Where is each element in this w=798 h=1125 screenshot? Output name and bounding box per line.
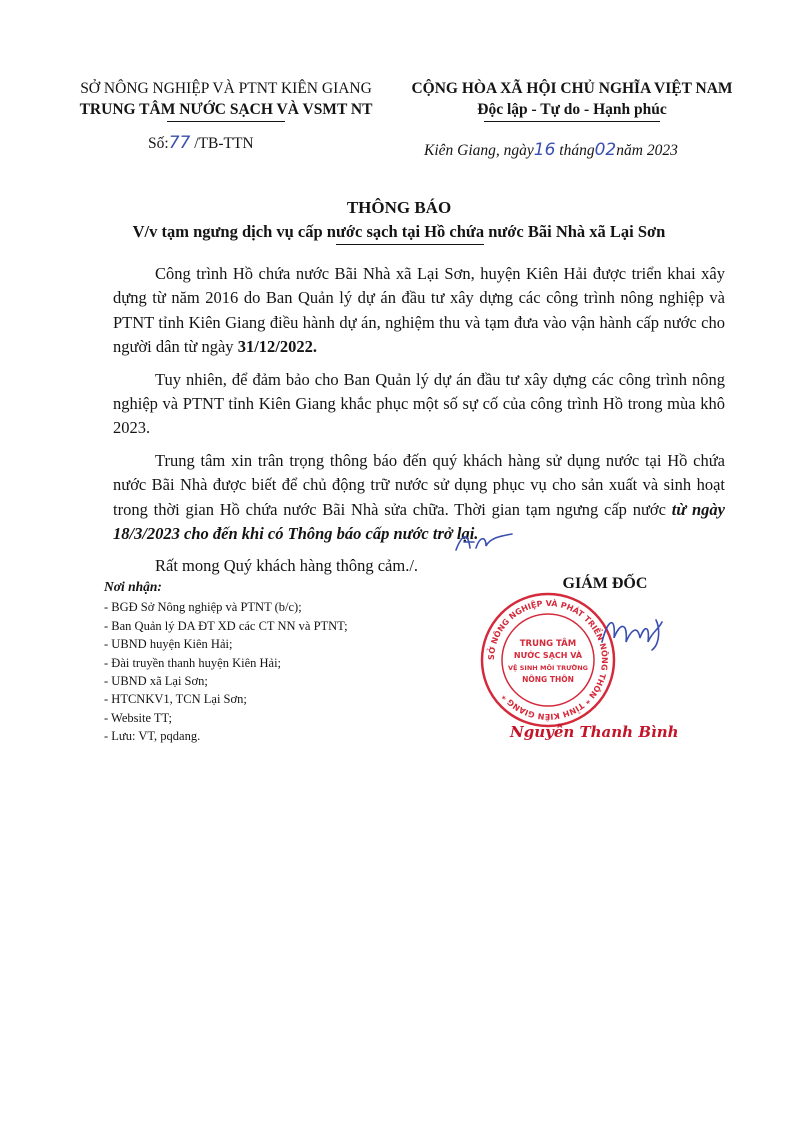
stamp-line-1: TRUNG TÂM: [519, 639, 577, 649]
paragraph-2: Tuy nhiên, để đảm bảo cho Ban Quản lý dự án đầu tư xây dựng các công trình nông nghiệp và PTNT tỉnh Kiên Giang khắc phục một số sự cố của công trình Hồ trong mùa khô 2023.: [113, 369, 725, 438]
subject-rule: [336, 244, 484, 245]
stamp-ring-text: SỞ NÔNG NGHIỆP VÀ PHÁT TRIỂN NÔNG THÔN * TỈNH KIÊN GIANG *: [486, 598, 610, 722]
signer-position: GIÁM ĐỐC: [562, 575, 648, 592]
recipients-title: Nơi nhận:: [104, 579, 162, 594]
official-stamp: [478, 590, 618, 730]
paragraph-1: [113, 262, 725, 360]
paragraph-3: [113, 449, 725, 547]
handwritten-signature: [598, 608, 668, 658]
stamp-line-4: NÔNG THÔN: [522, 675, 574, 684]
number-value: 77: [168, 133, 191, 153]
date-year: năm 2023: [616, 142, 678, 159]
national-motto: [400, 78, 744, 122]
agency-underline: [167, 121, 285, 122]
recipient-item: - BGĐ Sở Nông nghiệp và PTNT (b/c);: [104, 600, 302, 615]
recipient-item: - Đài truyền thanh huyện Kiên Hải;: [104, 655, 282, 670]
recipients-list: [104, 598, 464, 745]
recipient-item: - Website TT;: [104, 710, 172, 725]
stamp-line-2: NƯỚC SẠCH VÀ: [513, 651, 583, 660]
country-name: CỘNG HÒA XÃ HỘI CHỦ NGHĨA VIỆT NAM: [411, 80, 733, 97]
recipient-item: - UBND huyện Kiên Hải;: [104, 637, 233, 652]
agency-name: TRUNG TÂM NƯỚC SẠCH VÀ VSMT NT: [79, 101, 373, 118]
document-number: [148, 133, 254, 153]
svg-text:SỞ NÔNG NGHIỆP VÀ PHÁT TRIỂN N: [484, 597, 611, 723]
place-date: [424, 140, 678, 160]
signer-name: Nguyễn Thanh Bình: [510, 723, 679, 741]
date-month: 02: [594, 140, 617, 160]
issuing-agency: [70, 78, 382, 122]
document-title: THÔNG BÁO: [346, 198, 452, 217]
paragraph-4: Rất mong Quý khách hàng thông cảm./.: [155, 556, 419, 576]
initials-mark: [452, 528, 516, 556]
suspension-period: từ ngày 18/3/2023 cho đến khi có Thông báo cấp nước trở lại.: [113, 499, 725, 544]
date-day: 16: [533, 140, 556, 160]
motto: Độc lập - Tự do - Hạnh phúc: [477, 101, 667, 118]
document-subject: V/v tạm ngưng dịch vụ cấp nước sạch tại Hồ chứa nước Bãi Nhà xã Lại Sơn: [132, 222, 666, 241]
date-place: Kiên Giang, ngày: [424, 142, 534, 159]
number-prefix: Số:: [148, 135, 169, 152]
recipient-item: - Ban Quản lý DA ĐT XD các CT NN và PTNT;: [104, 618, 348, 633]
recipient-item: - HTCNKV1, TCN Lại Sơn;: [104, 692, 247, 707]
date-month-label: tháng: [559, 142, 595, 159]
paragraph-1-text: Công trình Hồ chứa nước Bãi Nhà xã Lại Sơn, huyện Kiên Hải được triển khai xây dựng từ năm 2016 do Ban Quản lý dự án đầu tư xây dựng các công trình nông nghiệp và PTNT tỉnh Kiên Giang điều hành dự án, nghiệm thu và tạm đưa vào vận hành cấp nước cho người dân từ ngày: [113, 264, 725, 357]
recipients-block: [104, 578, 464, 746]
parent-agency: SỞ NÔNG NGHIỆP VÀ PTNT KIÊN GIANG: [80, 80, 372, 97]
document-body: [113, 262, 725, 587]
start-date: 31/12/2022.: [237, 337, 317, 357]
recipient-item: - UBND xã Lại Sơn;: [104, 674, 208, 689]
stamp-line-3: VỆ SINH MÔI TRƯỜNG: [508, 664, 588, 672]
number-suffix: /TB-TTN: [190, 135, 254, 152]
recipient-item: - Lưu: VT, pqdang.: [104, 729, 201, 744]
motto-underline: [484, 121, 660, 122]
paragraph-3-text: Trung tâm xin trân trọng thông báo đến quý khách hàng sử dụng nước tại Hồ chứa nước Bãi Nhà được biết để chủ động trữ nước sử dụng phục vụ cho sản xuất và sinh hoạt trong thời gian Hồ chứa nước Bãi Nhà sửa chữa. Thời gian tạm ngưng cấp nước: [113, 450, 725, 519]
